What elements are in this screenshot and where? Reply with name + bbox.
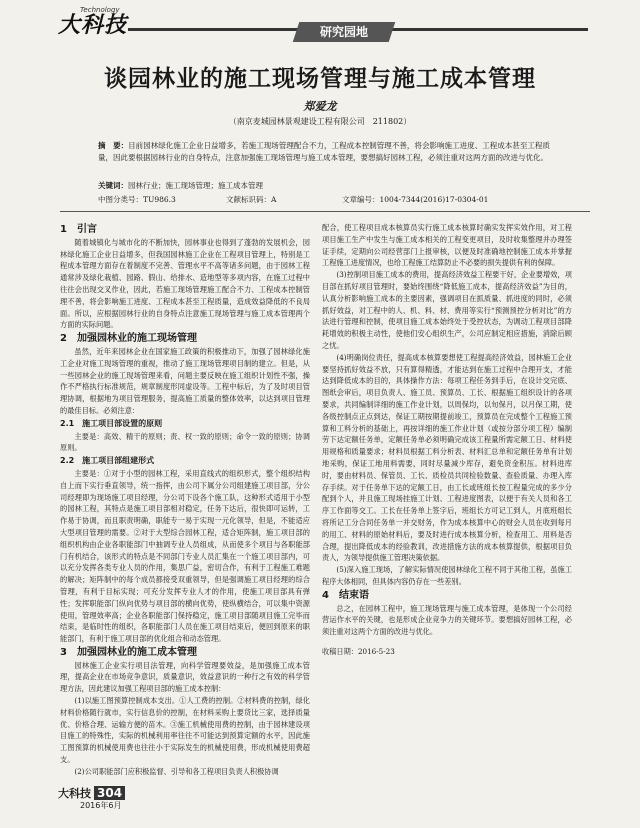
heading-site-management: 2 加强园林业的施工现场管理 [60,333,197,345]
paragraph: (2)公司职能部门应积极监督、引导和各工程项目负责人积极协调 [74,766,279,776]
page-number: 304 [94,786,125,800]
paragraph: 主要是：①对于小型的园林工程，采用直线式的组织形式，整个组织结构自上而下实行垂直领导，统一指挥，由公司下属分公司组建施工项目部，分公司经理即为现场施工项目经理，分公司下设各个施工队，这种形式适用于小型的园林工程，其特点是施工项目部相对稳定，任务下达后，很快即可运转，工作易于协调，而且职责明确，职能专一易于实现一元化领导，但是，不能适应大型项目管理的需要。②对于大型综合园林工程，适合矩阵制，施工项目部的组织机构由企业各职能部门中抽调专业人员组成，从而使多个项目与各职能部门有机结合，该形式的特点是不同部门专业人员汇集在一个施工项目部内，可以充分发挥各类专业人员的作用，集思广益，密切合作，有利于工程施工难题的解决；矩阵制中的每个成员都接受双重领导，但是强调施工项目经理的综合管理，有利于目标实现；可充分发挥专业人才的作用，使施工项目部具有弹性；发挥职能部门纵向优势与项目部的横向优势，使纵横结合，可以集中资源使用，管理效率高；企业各职能部门保持稳定，施工项目部随项目施工完毕而结束，是临时性的组织，各职能部门人员在施工项目结束后，便回到原来的职能部门，有利于施工项目部的优化组合和动态管理。 [60,468,310,644]
keywords-label: 关键词： [98,181,128,190]
keywords-text: 园林行业；施工现场管理；施工成本管理 [128,181,263,190]
magazine-logo [58,8,127,39]
received-date: 收稿日期：2016-5-23 [322,646,395,656]
paragraph: (5)深入施工现场，了解实际情况使园林绿化工程不同于其他工程，虽施工程序大体相同，但具体内容仍存在一些差别。 [322,565,572,586]
paragraph: (3)控制项目施工成本的费用，提高经济效益工程要干好，企业要增效，项目部在抓好项目管理时，要始终围绕“降低施工成本，提高经济效益”为目的，认真分析影响施工成本的主要因素，强调项目在抓质量、抓进度的同时，必须抓好效益，对工程中的人、机、料、材、费用等实行“预测预控分析对比”的方法进行管理和控制，使项目施工成本始终处于受控状态，为调动工程项目部降耗增效的积极主动性，使他们安心组织生产，公司应制定相应措施，消除后顾之忧。 [322,270,572,350]
page-footer [58,782,125,810]
paragraph: 随着城镇化与城市化的不断加快，园林事业也得到了蓬勃的发展机会，园林绿化施工企业日益增多，但我国园林施工企业在工程项目管理上，特别是工程成本管理方面存在着制度不完善、管理水平不高等诸多问题，由于园林工程通常涉及绿化栽植、园路、假山、给排水、造地型等多项内容，在施工过程中往往会出现交叉作业，因此，若施工现场管理施工配合不力、工程成本控制管理不善，将会影响施工进度、工程成本甚至工程质量，造成效益降低的不良局面。所以，应根据园林行业的自身特点注意施工现场管理与施工成本管理两个方面的实际问题。 [60,237,310,330]
heading-conclusion: 4 结束语 [322,589,369,601]
right-column [322,222,572,658]
heading-cost-management: 3 加强园林业的施工成本管理 [60,646,197,658]
logo-english: Technology [80,6,120,14]
affiliation: （南京麦城园林景观建设工程有限公司 211802） [228,117,412,126]
subheading-2-1: 2.1 施工项目部设置的原则 [60,418,163,428]
issue-date: 2016年6月 [80,801,122,810]
paragraph: 虽然，近年来园林企业在国家施工政策的积极推动下，加强了园林绿化施工企业对施工现场管理的重视，推动了施工现场管理项目制的建立。但是，从一些园林企业的施工现场管理来看，问题主要反映在施工组织计划性不强，操作不严格执行标准规范，规章制度形同虚设等。工程中标后，为了及时项目管理协调，根据地为项目管理服务，提高施工质量的整体效率，以达到项目管理的最佳目标。必须注意： [60,346,310,415]
section-label: 研究园地 [293,22,395,42]
logo-chinese: 大科技 [58,13,128,38]
heading-introduction: 1 引言 [60,224,97,235]
footer-magazine: 大科技 [58,787,91,800]
abstract-label: 摘 要： [98,141,129,150]
paragraph: 总之，在园林工程中，施工现场管理与施工成本管理，是体现一个公司经营运作水平的关键，也是形成企业竞争力的关键环节。要想搞好园林工程，必须注重对这两个方面的改进与优化。 [322,603,572,637]
article-number: 文章编号：1004-7344(2016)17-0304-01 [342,195,489,204]
paragraph: (4)明确岗位责任，提高成本核算要想使工程提高经济效益，园林施工企业要坚持抓好效益不放，只有算得精透，才能达到在施工过程中合理开支，才能达到降低成本的目的，具体操作方法：每项工程任务到手后，在设计交完底、图纸会审后，项目负责人、施工员、预算员、工长、根据施工组织设计的各项要求，共同编制详细的施工作业计划，以周保均，以旬保月，以月保工期，使各级控制点正点到达，保证工期按期提前竣工，预算员在完成整个工程施工预算和工料分析的基础上，再按详细的施工作业计划（或按分部分项工程）编制劳下达定额任务单，定额任务单必须明确完成该工程量所需定额工日、材料使用规格和质量要求；材料员根据工料分析表、材料汇总单和定额任务单有计划地采购，保证工地用料需要，同时尽量减少库存，避免资金积压。材料进库时，要由材料员、保管员、工长、质检员共同检验数量、查验质量、办理入库存手续。对于任务单下达的定额工日，由工长或班组长按工程量完成的多少分配到个人，并且施工现场挂施工计划、工程进度图表，以便于有关人员和各工序工作面等交工。工长在任务单上签字后，班组长方可记工到人，月底班组长将所记工分合同任务单一并交财务，作为成本核算中心的财会人员在收到每月的用工、材料的原始材料后，要及时进行成本核算分析，检查用工、用料是否合理，提出降低成本的经验教训，改进措施方法的成本核算提供，根据项目负责人，为领导提供施工管理决策依据。 [322,352,572,563]
paragraph: 园林施工企业实行项目法管理，向科学管理要效益，是加强施工成本管理，提高企业在市场竞争意识，质量意识，效益意识的一种行之有效的科学管理方法，因此建议加强工程项目部的施工成本控制： [60,660,310,694]
clc-number: 中图分类号：TU986.3 [98,195,176,204]
paragraph: 主要是：高效、精干的原则；责、权一致的原则；命令一致的原则；协调原则。 [60,431,310,453]
abstract-text: 目前园林绿化施工企业日益增多，若施工现场管理配合不力，工程成本控制管理不善，将会影响施工进度、工程成本甚至工程质量，因此要根据园林行业的自身特点，注意加强施工现场管理与施工成本管理，要想搞好园林工程，必须注重对这两方面的改进与优化。 [98,141,551,162]
divider [60,211,590,212]
subheading-2-2: 2.2 施工项目部组建形式 [60,456,155,466]
masthead [0,0,640,46]
article-title: 谈园林业的施工现场管理与施工成本管理 [104,66,536,92]
document-code: 文献标识码：A [226,195,277,204]
keywords [98,180,263,191]
abstract [98,140,550,164]
paragraph: (1)以施工图预算控制成本支出。①人工费的控制。②材料费的控制，绿化材料价格随行就市，实行信息价的控制，在材料采购上要货比三家，选择质量优、价格合理、运输方便的苗木。③施工机械使用费的控制，由于园林建设项目施工的特殊性，实际的机械利用率往往不可能达到预算定额的水平，因此施工图预算的机械使用费也往往小于实际发生的机械使用费，形成机械使用费超支。 [60,696,310,765]
left-column [60,222,310,778]
author: 郑爱龙 [303,100,337,113]
paragraph: 配合，使工程项目成本核算员实行施工成本核算时确实发挥实效作用，对工程项目施工生产中发生与施工成本相关的工程变更项目，及时收集整理并办理签证手续，定期向公司经营部门上报审核，以便及时准确地控制施工成本并掌握工程施工进度情况，也给工程施工结算防止不必要的损失提供有利的保障。 [322,223,572,268]
